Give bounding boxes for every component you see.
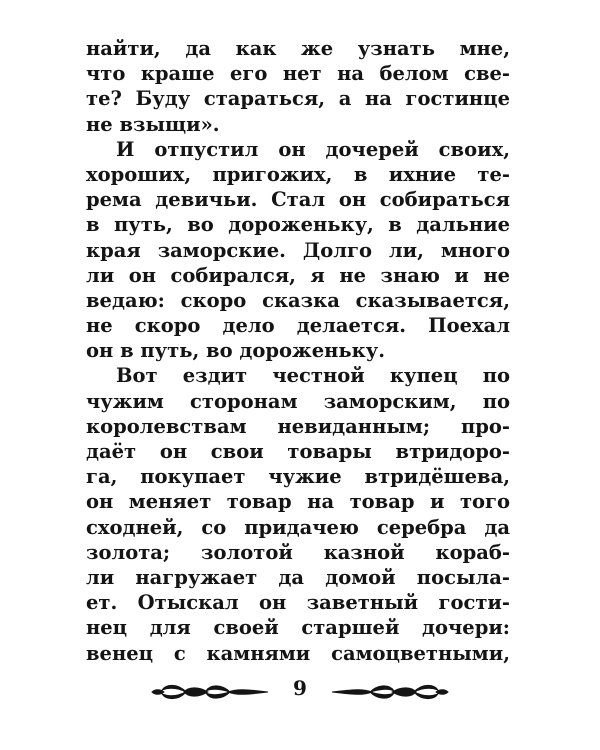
text-line: Вот ездит честной купец по — [116, 364, 510, 388]
text-line: венец с камнями самоцветными, — [86, 641, 510, 665]
text-line: он в путь, во дороженьку. — [86, 339, 386, 363]
page-number: 9 — [293, 676, 307, 700]
text-line: ведаю: скоро сказка сказывается, — [86, 288, 510, 312]
text-line: королевствам невиданным; про- — [86, 414, 510, 438]
body-text — [86, 36, 510, 666]
text-line: в путь, во дороженьку, в дальние — [86, 213, 510, 237]
text-line: рема девичьи. Стал он собираться — [86, 188, 510, 212]
text-line: хороших, пригожих, в ихние те- — [86, 162, 510, 186]
text-line: ли он собирался, я не знаю и не — [86, 263, 510, 287]
text-line: не скоро дело делается. Поехал — [86, 314, 510, 338]
text-line: ли нагружает да домой посыла- — [86, 565, 510, 589]
text-line: найти, да как же узнать мне, — [86, 37, 510, 60]
text-line: даёт он свои товары втридоро- — [86, 440, 510, 463]
text-line: нец для своей старшей дочери: — [86, 616, 510, 640]
text-line: не взыщи». — [86, 112, 220, 136]
text-line: ет. Отыскал он заветный гости- — [86, 591, 510, 615]
text-line: края заморские. Долго ли, много — [86, 238, 510, 262]
page-footer — [150, 672, 450, 712]
flourish-right-icon — [330, 680, 450, 704]
flourish-left-icon — [150, 680, 270, 704]
text-line: он меняет товар на товар и того — [86, 490, 510, 514]
text-line: сходней, со придачею серебра да — [86, 515, 510, 539]
text-line: золота; золотой казной кораб- — [86, 540, 510, 564]
text-line: га, покупает чужие втридёшева, — [86, 465, 510, 489]
text-line: те? Буду стараться, а на гостинце — [86, 87, 510, 111]
text-line: что краше его нет на белом све- — [86, 62, 510, 86]
text-line: И отпустил он дочерей своих, — [116, 137, 510, 161]
text-line: чужим сторонам заморским, по — [86, 389, 510, 413]
